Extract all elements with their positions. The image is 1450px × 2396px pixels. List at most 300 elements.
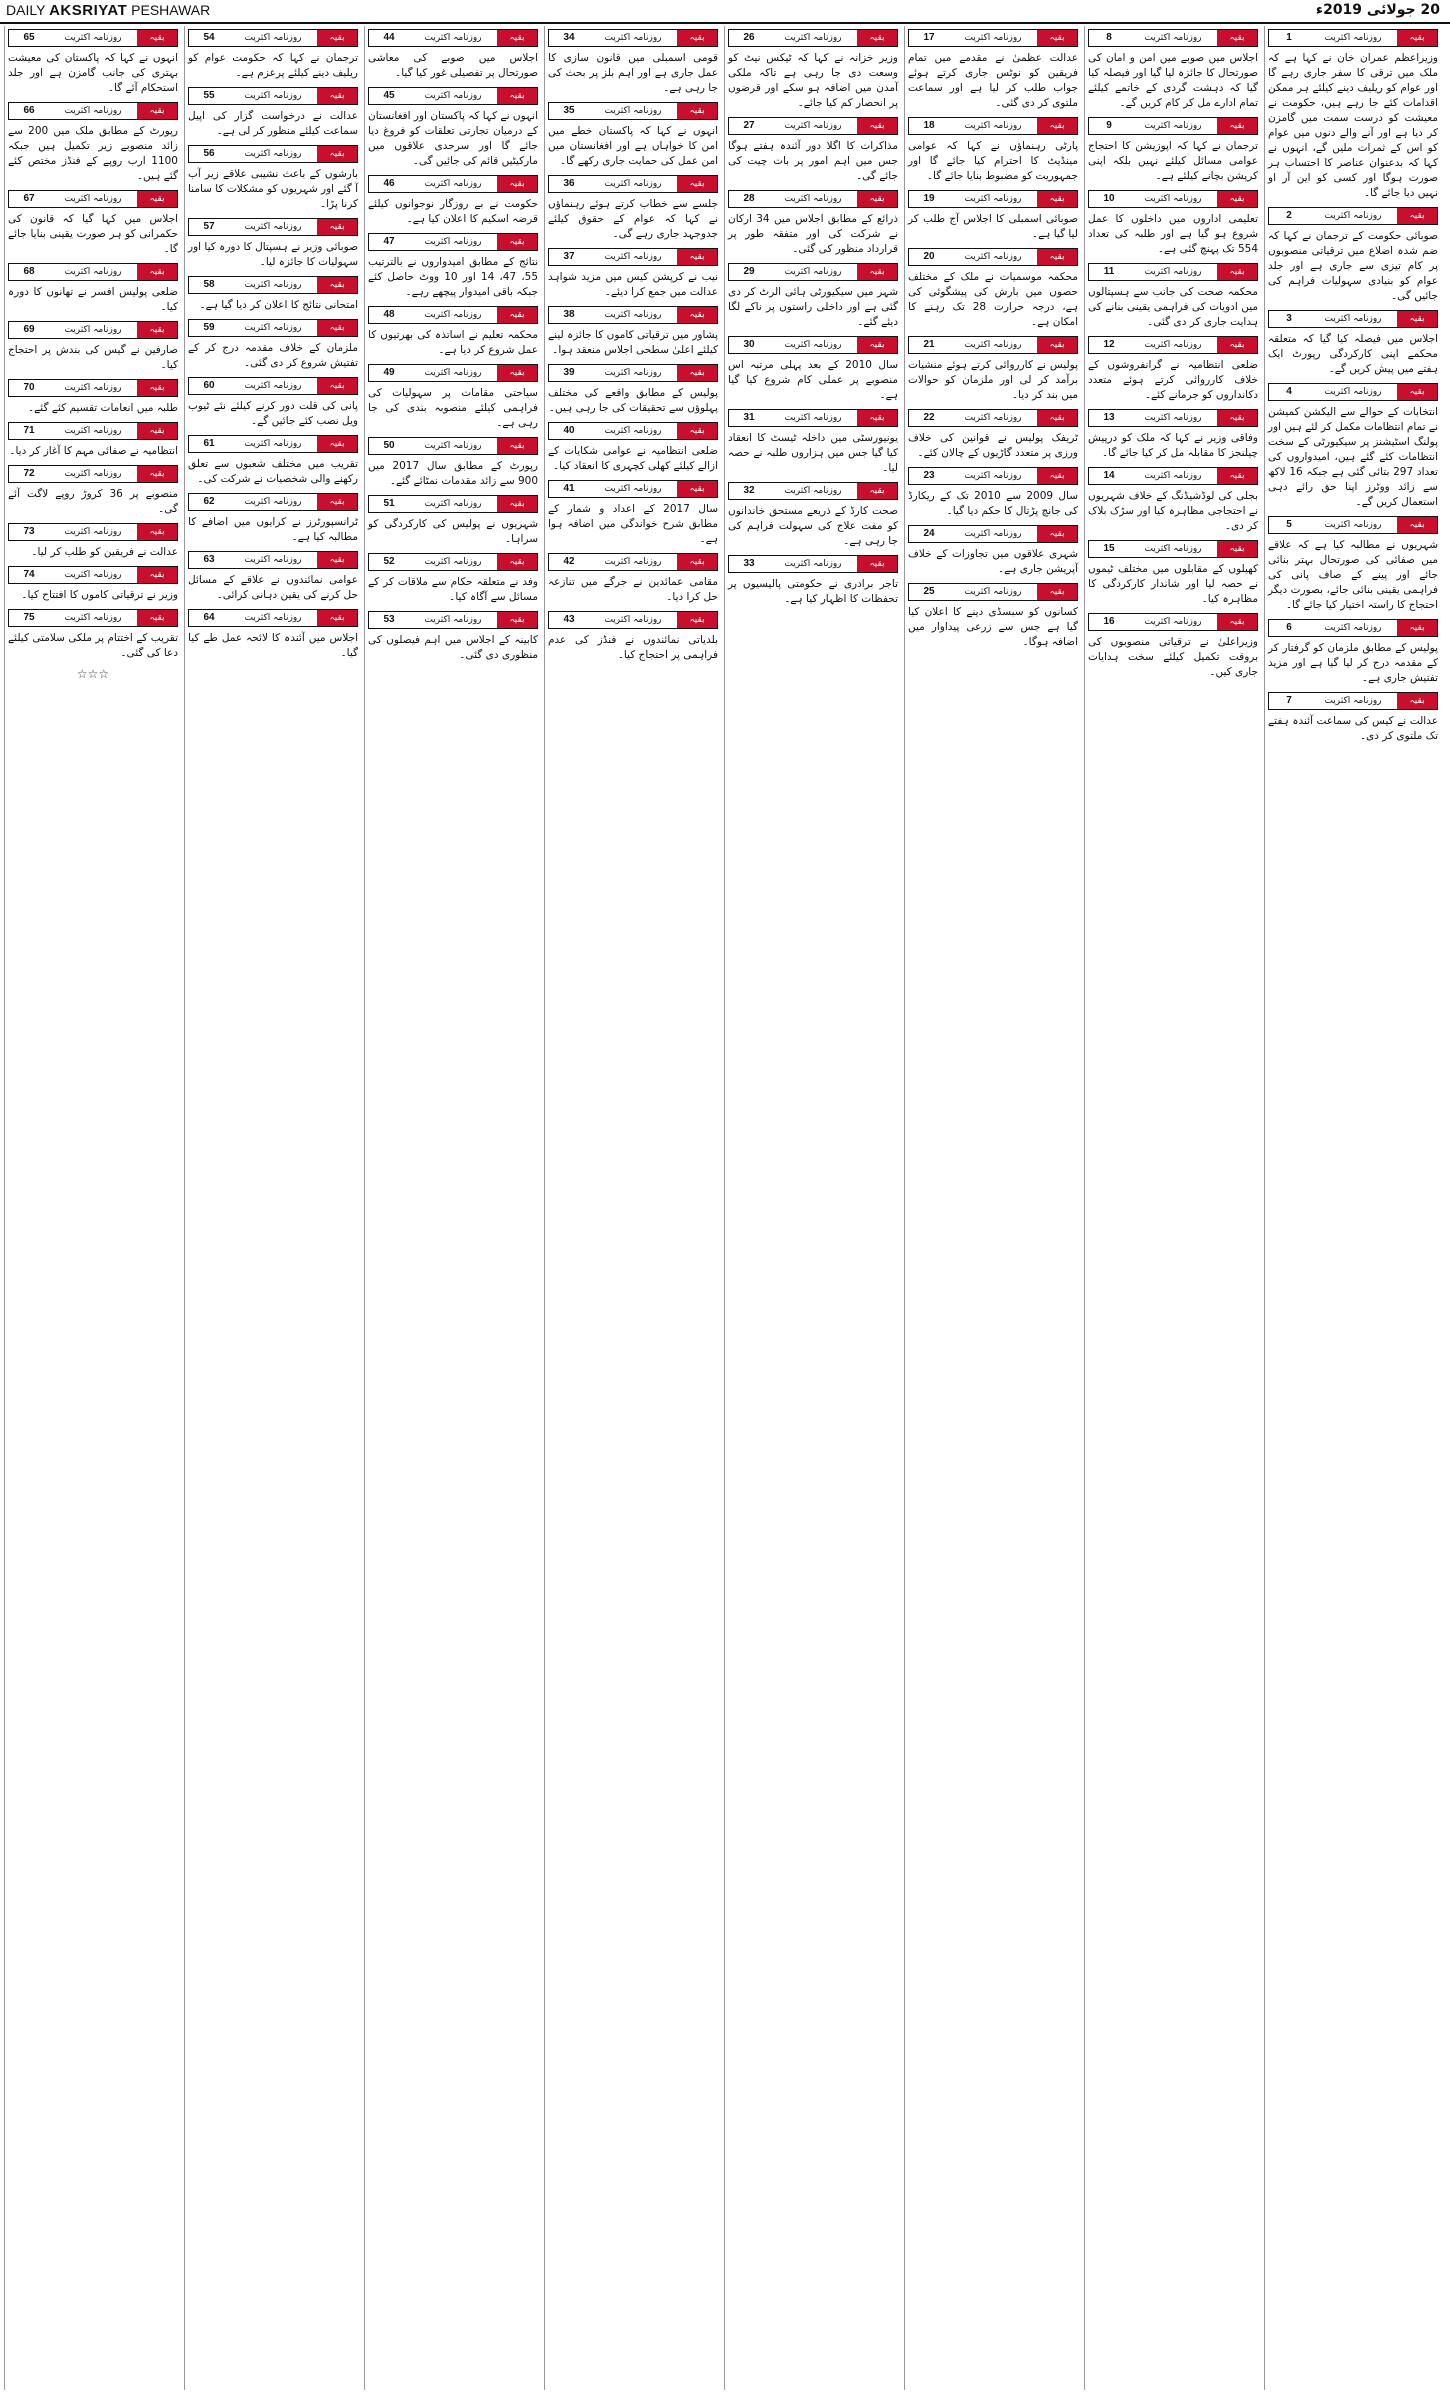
- continuation-badge: بقیہ: [677, 612, 717, 628]
- continuation-badge: بقیہ: [857, 556, 897, 572]
- item-number: 14: [1089, 468, 1129, 484]
- item-number: 72: [9, 466, 49, 482]
- continuation-badge: بقیہ: [497, 88, 537, 104]
- article-text: بلدیاتی نمائندوں نے فنڈز کی عدم فراہمی پر احتجاج کیا۔: [548, 634, 718, 661]
- item-number: 32: [729, 483, 769, 499]
- continuation-tag: [548, 29, 718, 47]
- news-item: [728, 409, 898, 476]
- news-item: [188, 87, 358, 139]
- continuation-tag: [368, 306, 538, 324]
- article-text: کابینہ کے اجلاس میں اہم فیصلوں کی منظوری دی گئی۔: [368, 634, 538, 661]
- article-text: صحت کارڈ کے ذریعے مستحق خاندانوں کو مفت علاج کی سہولت فراہم کی جا رہی ہے۔: [728, 505, 898, 547]
- article-text: وزیر خزانہ نے کہا کہ ٹیکس نیٹ کو وسعت دی جا رہی ہے تاکہ ملکی آمدن میں اضافہ ہو سکے اور قرضوں پر انحصار کم کیا جائے۔: [728, 52, 898, 109]
- continuation-tag: [1268, 310, 1438, 328]
- news-item: [368, 175, 538, 227]
- continuation-badge: بقیہ: [677, 249, 717, 265]
- article-text: یونیورسٹی میں داخلہ ٹیسٹ کا انعقاد کیا گیا جس میں ہزاروں طلبہ نے حصہ لیا۔: [728, 432, 898, 474]
- article-text: اجلاس میں کہا گیا کہ قانون کی حکمرانی کو ہر صورت یقینی بنایا جائے گا۔: [8, 213, 178, 255]
- item-number: 53: [369, 612, 409, 628]
- continuation-tag: [728, 117, 898, 135]
- continuation-tag: [1088, 467, 1258, 485]
- news-item: [1088, 540, 1258, 607]
- item-number: 36: [549, 176, 589, 192]
- news-item: [1088, 263, 1258, 330]
- item-number: 21: [909, 337, 949, 353]
- news-item: [368, 233, 538, 300]
- brand-name: روزنامہ اکثریت: [1309, 384, 1397, 400]
- article-text: پولیس کے مطابق ملزمان کو گرفتار کر کے مقدمہ درج کر لیا گیا ہے اور مزید تفتیش جاری ہے۔: [1268, 642, 1438, 684]
- item-number: 64: [189, 610, 229, 626]
- news-item: [8, 523, 178, 560]
- brand-name: روزنامہ اکثریت: [409, 176, 497, 192]
- continuation-tag: [1088, 336, 1258, 354]
- news-item: [908, 583, 1078, 650]
- article-text: ترجمان نے کہا کہ حکومت عوام کو ریلیف دینے کیلئے پرعزم ہے۔: [188, 52, 358, 79]
- brand-name: روزنامہ اکثریت: [949, 468, 1037, 484]
- news-column: [364, 26, 541, 2390]
- continuation-badge: بقیہ: [1217, 541, 1257, 557]
- article-text: مقامی عمائدین نے جرگے میں تنازعہ حل کرا دیا۔: [548, 576, 718, 603]
- article-text: سال 2010 کے بعد پہلی مرتبہ اس منصوبے پر عملی کام شروع کیا گیا ہے۔: [728, 359, 898, 401]
- news-item: [1088, 613, 1258, 680]
- article-text: صوبائی وزیر نے ہسپتال کا دورہ کیا اور سہولیات کا جائزہ لیا۔: [188, 241, 358, 268]
- continuation-tag: [908, 336, 1078, 354]
- article-text: شہر میں سیکیورٹی ہائی الرٹ کر دی گئی ہے اور داخلی راستوں پر ناکے لگا دیئے گئے۔: [728, 286, 898, 328]
- item-number: 25: [909, 584, 949, 600]
- continuation-badge: بقیہ: [1217, 410, 1257, 426]
- continuation-tag: [908, 525, 1078, 543]
- news-item: [188, 435, 358, 487]
- continuation-badge: بقیہ: [1397, 208, 1437, 224]
- article-text: وفد نے متعلقہ حکام سے ملاقات کر کے مسائل سے آگاہ کیا۔: [368, 576, 538, 603]
- continuation-badge: بقیہ: [1217, 337, 1257, 353]
- brand-name: روزنامہ اکثریت: [229, 378, 317, 394]
- brand-name: روزنامہ اکثریت: [949, 249, 1037, 265]
- news-item: [1268, 516, 1438, 613]
- article-text: اجلاس میں آئندہ کا لائحہ عمل طے کیا گیا۔: [188, 632, 358, 659]
- item-number: 48: [369, 307, 409, 323]
- continuation-badge: بقیہ: [497, 438, 537, 454]
- item-number: 18: [909, 118, 949, 134]
- article-text: حکومت نے بے روزگار نوجوانوں کیلئے قرضہ اسکیم کا اعلان کیا ہے۔: [368, 198, 538, 225]
- brand-name: روزنامہ اکثریت: [589, 481, 677, 497]
- article-text: وزیراعلیٰ نے ترقیاتی منصوبوں کی بروقت تکمیل کیلئے سخت ہدایات جاری کیں۔: [1088, 636, 1258, 678]
- continuation-badge: بقیہ: [317, 494, 357, 510]
- continuation-tag: [188, 218, 358, 236]
- news-column: [1264, 26, 1441, 2390]
- item-number: 66: [9, 103, 49, 119]
- item-number: 65: [9, 30, 49, 46]
- article-text: وزیراعظم عمران خان نے کہا ہے کہ ملک میں ترقی کا سفر جاری رہے گا اور عوام کو ریلیف دینے کیلئے ہر ممکن اقدامات کئے جا رہے ہیں، حکومت نے معیشت کو درست سمت میں گامزن کر دیا ہے اور آنے والے دنوں میں عوام کو اس کے ثمرات ملیں گے، انہوں نے کہا کہ بدعنوان عناصر کا احتساب ہر صورت ہوگا اور کسی کو این آر او نہیں دیا جائے گا۔: [1268, 52, 1438, 199]
- continuation-badge: بقیہ: [497, 234, 537, 250]
- continuation-tag: [8, 29, 178, 47]
- item-number: 7: [1269, 693, 1309, 709]
- item-number: 23: [909, 468, 949, 484]
- continuation-tag: [728, 190, 898, 208]
- item-number: 62: [189, 494, 229, 510]
- continuation-tag: [548, 175, 718, 193]
- brand-name: روزنامہ اکثریت: [589, 176, 677, 192]
- news-item: [188, 276, 358, 313]
- continuation-badge: بقیہ: [1217, 264, 1257, 280]
- item-number: 38: [549, 307, 589, 323]
- news-item: [368, 29, 538, 81]
- continuation-badge: بقیہ: [137, 524, 177, 540]
- brand-name: روزنامہ اکثریت: [229, 610, 317, 626]
- article-text: پارٹی رہنماؤں نے کہا کہ عوامی مینڈیٹ کا احترام کیا جائے گا اور جمہوریت کو مضبوط بنایا جائے گا۔: [908, 140, 1078, 182]
- article-text: شہریوں نے مطالبہ کیا ہے کہ علاقے میں صفائی کی صورتحال بہتر بنائی جائے اور پینے کے صاف پانی کی فراہمی یقینی بنائی جائے، بصورت دیگر احتجاج کا راستہ اختیار کیا جائے گا۔: [1268, 539, 1438, 611]
- brand-name: روزنامہ اکثریت: [49, 380, 137, 396]
- continuation-tag: [8, 465, 178, 483]
- article-text: وزیر نے ترقیاتی کاموں کا افتتاح کیا۔: [21, 589, 178, 601]
- continuation-badge: بقیہ: [497, 30, 537, 46]
- news-column: [904, 26, 1081, 2390]
- item-number: 22: [909, 410, 949, 426]
- item-number: 51: [369, 496, 409, 512]
- item-number: 28: [729, 191, 769, 207]
- brand-name: روزنامہ اکثریت: [229, 219, 317, 235]
- item-number: 57: [189, 219, 229, 235]
- continuation-tag: [368, 611, 538, 629]
- brand-name: روزنامہ اکثریت: [1309, 30, 1397, 46]
- item-number: 1: [1269, 30, 1309, 46]
- article-text: بارشوں کے باعث نشیبی علاقے زیر آب آ گئے اور شہریوں کو مشکلات کا سامنا کرنا پڑا۔: [187, 168, 358, 210]
- news-item: [548, 29, 718, 96]
- item-number: 49: [369, 365, 409, 381]
- brand-name: روزنامہ اکثریت: [49, 423, 137, 439]
- continuation-tag: [368, 175, 538, 193]
- continuation-badge: بقیہ: [137, 322, 177, 338]
- continuation-tag: [728, 555, 898, 573]
- article-text: منصوبے پر 36 کروڑ روپے لاگت آئے گی۔: [8, 488, 178, 515]
- continuation-tag: [368, 364, 538, 382]
- news-item: [728, 555, 898, 607]
- item-number: 11: [1089, 264, 1129, 280]
- news-item: [1088, 29, 1258, 111]
- item-number: 59: [189, 320, 229, 336]
- continuation-tag: [1268, 692, 1438, 710]
- news-item: [728, 117, 898, 184]
- brand-name: روزنامہ اکثریت: [49, 322, 137, 338]
- continuation-badge: بقیہ: [317, 146, 357, 162]
- item-number: 17: [909, 30, 949, 46]
- article-text: عوامی نمائندوں نے علاقے کے مسائل حل کرنے کی یقین دہانی کرائی۔: [188, 574, 358, 601]
- news-item: [728, 482, 898, 549]
- continuation-tag: [1088, 409, 1258, 427]
- article-text: پولیس نے کارروائی کرتے ہوئے منشیات برآمد کر لی اور ملزمان کو حوالات میں بند کر دیا۔: [908, 359, 1078, 401]
- item-number: 63: [189, 552, 229, 568]
- brand-name: روزنامہ اکثریت: [769, 410, 857, 426]
- brand-name: روزنامہ اکثریت: [1309, 311, 1397, 327]
- news-column: [4, 26, 181, 2390]
- brand-name: روزنامہ اکثریت: [769, 337, 857, 353]
- item-number: 75: [9, 610, 49, 626]
- continuation-badge: بقیہ: [677, 423, 717, 439]
- article-text: تعلیمی اداروں میں داخلوں کا عمل شروع ہو گیا ہے اور طلبہ کی تعداد 554 تک پہنچ گئی ہے۔: [1088, 213, 1258, 255]
- continuation-badge: بقیہ: [137, 264, 177, 280]
- continuation-tag: [1088, 29, 1258, 47]
- news-item: [548, 364, 718, 416]
- continuation-badge: بقیہ: [137, 103, 177, 119]
- continuation-badge: بقیہ: [1037, 191, 1077, 207]
- news-item: [188, 218, 358, 270]
- article-text: محکمہ صحت کی جانب سے ہسپتالوں میں ادویات کی فراہمی یقینی بنانے کی ہدایت جاری کر دی گئی۔: [1088, 286, 1258, 328]
- news-item: [908, 190, 1078, 242]
- continuation-badge: بقیہ: [1217, 191, 1257, 207]
- article-text: ضلعی پولیس افسر نے تھانوں کا دورہ کیا۔: [8, 286, 178, 313]
- article-text: اجلاس میں صوبے میں امن و امان کی صورتحال کا جائزہ لیا گیا اور فیصلہ کیا گیا کہ دہشت گردی کے خاتمے کیلئے تمام ادارے مل کر کام کریں گے۔: [1088, 52, 1258, 109]
- brand-name: روزنامہ اکثریت: [1309, 517, 1397, 533]
- continuation-badge: بقیہ: [317, 219, 357, 235]
- continuation-badge: بقیہ: [137, 423, 177, 439]
- item-number: 55: [189, 88, 229, 104]
- brand-name: روزنامہ اکثریت: [1129, 191, 1217, 207]
- continuation-tag: [188, 145, 358, 163]
- article-text: ٹریفک پولیس نے قوانین کی خلاف ورزی پر متعدد گاڑیوں کے چالان کئے۔: [908, 432, 1078, 459]
- news-item: [368, 437, 538, 489]
- continuation-tag: [728, 482, 898, 500]
- article-text: عدالت نے فریقین کو طلب کر لیا۔: [31, 546, 178, 558]
- article-text: صارفین نے گیس کی بندش پر احتجاج کیا۔: [8, 344, 178, 371]
- news-item: [8, 190, 178, 257]
- continuation-badge: بقیہ: [497, 176, 537, 192]
- item-number: 40: [549, 423, 589, 439]
- continuation-tag: [368, 553, 538, 571]
- news-item: [1088, 190, 1258, 257]
- continuation-tag: [8, 566, 178, 584]
- article-text: انہوں نے کہا کہ پاکستان خطے میں امن کا خواہاں ہے اور افغانستان میں امن عمل کی حمایت جاری رکھے گا۔: [548, 125, 718, 167]
- article-text: سال 2009 سے 2010 تک کے ریکارڈ کی جانچ پڑتال کا حکم دیا گیا۔: [908, 490, 1078, 517]
- item-number: 74: [9, 567, 49, 583]
- news-item: [548, 248, 718, 300]
- continuation-badge: بقیہ: [1397, 620, 1437, 636]
- brand-name: روزنامہ اکثریت: [1129, 30, 1217, 46]
- continuation-badge: بقیہ: [677, 103, 717, 119]
- continuation-tag: [1088, 190, 1258, 208]
- continuation-badge: بقیہ: [1397, 517, 1437, 533]
- continuation-tag: [1268, 29, 1438, 47]
- brand-name: روزنامہ اکثریت: [409, 88, 497, 104]
- brand-name: روزنامہ اکثریت: [49, 466, 137, 482]
- item-number: 8: [1089, 30, 1129, 46]
- item-number: 2: [1269, 208, 1309, 224]
- continuation-tag: [548, 248, 718, 266]
- continuation-tag: [1088, 540, 1258, 558]
- continuation-badge: بقیہ: [1037, 584, 1077, 600]
- article-text: ضلعی انتظامیہ نے گرانفروشوں کے خلاف کارروائی کرتے ہوئے متعدد دکانداروں کو جرمانے کئے۔: [1088, 359, 1258, 401]
- brand-name: روزنامہ اکثریت: [229, 146, 317, 162]
- news-item: [188, 377, 358, 429]
- news-item: [368, 495, 538, 547]
- continuation-badge: بقیہ: [1037, 337, 1077, 353]
- item-number: 56: [189, 146, 229, 162]
- article-text: جلسے سے خطاب کرتے ہوئے رہنماؤں نے کہا کہ عوام کے حقوق کیلئے جدوجہد جاری رہے گی۔: [548, 198, 718, 240]
- article-text: تقریب کے اختتام پر ملکی سلامتی کیلئے دعا کی گئی۔: [8, 632, 178, 659]
- continuation-badge: بقیہ: [497, 612, 537, 628]
- brand-name: روزنامہ اکثریت: [49, 524, 137, 540]
- continuation-tag: [1268, 383, 1438, 401]
- item-number: 5: [1269, 517, 1309, 533]
- brand-name: روزنامہ اکثریت: [1129, 337, 1217, 353]
- continuation-tag: [188, 435, 358, 453]
- news-item: [8, 422, 178, 459]
- item-number: 68: [9, 264, 49, 280]
- article-text: ضلعی انتظامیہ نے عوامی شکایات کے ازالے کیلئے کھلی کچہری کا انعقاد کیا۔: [548, 445, 718, 472]
- paper-title: [6, 2, 210, 19]
- brand-name: روزنامہ اکثریت: [1129, 410, 1217, 426]
- article-text: ملزمان کے خلاف مقدمہ درج کر کے تفتیش شروع کر دی گئی۔: [188, 342, 358, 369]
- brand-name: روزنامہ اکثریت: [49, 264, 137, 280]
- continuation-badge: بقیہ: [1397, 30, 1437, 46]
- continuation-tag: [368, 233, 538, 251]
- item-number: 15: [1089, 541, 1129, 557]
- continuation-tag: [8, 102, 178, 120]
- brand-name: روزنامہ اکثریت: [589, 365, 677, 381]
- item-number: 29: [729, 264, 769, 280]
- continuation-badge: بقیہ: [317, 436, 357, 452]
- continuation-badge: بقیہ: [317, 88, 357, 104]
- continuation-badge: بقیہ: [317, 320, 357, 336]
- brand-name: روزنامہ اکثریت: [409, 30, 497, 46]
- brand-name: روزنامہ اکثریت: [769, 30, 857, 46]
- continuation-tag: [1268, 207, 1438, 225]
- brand-name: روزنامہ اکثریت: [409, 234, 497, 250]
- news-item: [1088, 336, 1258, 403]
- continuation-badge: بقیہ: [1217, 468, 1257, 484]
- continuation-tag: [1088, 263, 1258, 281]
- continuation-tag: [548, 102, 718, 120]
- article-text: کھیلوں کے مقابلوں میں مختلف ٹیموں نے حصہ لیا اور شاندار کارکردگی کا مظاہرہ کیا۔: [1088, 563, 1258, 605]
- article-text: انہوں نے کہا کہ پاکستان کی معیشت بہتری کی جانب گامزن ہے اور جلد استحکام آئے گا۔: [8, 52, 178, 94]
- continuation-tag: [188, 276, 358, 294]
- article-text: صوبائی حکومت کے ترجمان نے کہا کہ ضم شدہ اضلاع میں ترقیاتی منصوبوں پر کام تیزی سے جاری ہے اور جلد عوام کو بنیادی سہولیات فراہم کی جائیں گی۔: [1268, 230, 1438, 302]
- continuation-badge: بقیہ: [317, 277, 357, 293]
- news-item: [908, 117, 1078, 184]
- brand-name: روزنامہ اکثریت: [1129, 614, 1217, 630]
- continuation-tag: [188, 493, 358, 511]
- brand-name: روزنامہ اکثریت: [589, 30, 677, 46]
- continuation-tag: [908, 409, 1078, 427]
- continuation-badge: بقیہ: [1397, 311, 1437, 327]
- continuation-badge: بقیہ: [1217, 30, 1257, 46]
- continuation-badge: بقیہ: [137, 380, 177, 396]
- item-number: 13: [1089, 410, 1129, 426]
- item-number: 50: [369, 438, 409, 454]
- item-number: 61: [189, 436, 229, 452]
- article-text: پشاور میں ترقیاتی کاموں کا جائزہ لینے کیلئے اعلیٰ سطحی اجلاس منعقد ہوا۔: [548, 329, 718, 356]
- brand-name: روزنامہ اکثریت: [409, 438, 497, 454]
- item-number: 43: [549, 612, 589, 628]
- continuation-badge: بقیہ: [1397, 384, 1437, 400]
- continuation-badge: بقیہ: [1217, 614, 1257, 630]
- continuation-tag: [908, 29, 1078, 47]
- brand-name: روزنامہ اکثریت: [229, 436, 317, 452]
- news-item: [188, 609, 358, 661]
- brand-name: روزنامہ اکثریت: [1309, 208, 1397, 224]
- continuation-tag: [188, 87, 358, 105]
- news-item: [8, 321, 178, 373]
- news-item: [1268, 29, 1438, 201]
- news-item: [908, 467, 1078, 519]
- item-number: 71: [9, 423, 49, 439]
- news-item: [728, 190, 898, 257]
- continuation-badge: بقیہ: [317, 378, 357, 394]
- continuation-badge: بقیہ: [677, 365, 717, 381]
- brand-name: روزنامہ اکثریت: [1129, 118, 1217, 134]
- continuation-tag: [188, 319, 358, 337]
- brand-name: روزنامہ اکثریت: [229, 30, 317, 46]
- news-item: [1088, 467, 1258, 534]
- end-stars: ☆☆☆: [76, 667, 110, 681]
- item-number: 69: [9, 322, 49, 338]
- continuation-badge: بقیہ: [137, 466, 177, 482]
- continuation-badge: بقیہ: [1037, 249, 1077, 265]
- news-columns: [4, 26, 1446, 2390]
- continuation-tag: [1268, 619, 1438, 637]
- news-item: [8, 263, 178, 315]
- continuation-badge: بقیہ: [857, 30, 897, 46]
- item-number: 41: [549, 481, 589, 497]
- city-label: PESHAWAR: [131, 2, 211, 18]
- news-item: [1268, 619, 1438, 686]
- news-item: [188, 319, 358, 371]
- brand-name: روزنامہ اکثریت: [409, 365, 497, 381]
- brand-name: روزنامہ اکثریت: [1309, 693, 1397, 709]
- article-text: عدالت نے کیس کی سماعت آئندہ ہفتے تک ملتوی کر دی۔: [1268, 715, 1438, 742]
- item-number: 70: [9, 380, 49, 396]
- brand-name: روزنامہ اکثریت: [949, 410, 1037, 426]
- article-text: قومی اسمبلی میں قانون سازی کا عمل جاری ہے اور اہم بلز پر بحث کی جا رہی ہے۔: [548, 52, 718, 94]
- news-column: [1084, 26, 1261, 2390]
- continuation-badge: بقیہ: [137, 191, 177, 207]
- brand-name: روزنامہ اکثریت: [1129, 468, 1217, 484]
- issue-date: 20 جولائی 2019ء: [1315, 2, 1440, 18]
- item-number: 9: [1089, 118, 1129, 134]
- news-item: [188, 493, 358, 545]
- item-number: 33: [729, 556, 769, 572]
- continuation-tag: [908, 190, 1078, 208]
- news-item: [908, 248, 1078, 330]
- article-text: پولیس کے مطابق واقعے کی مختلف پہلوؤں سے تحقیقات کی جا رہی ہیں۔: [548, 387, 718, 414]
- brand-name: روزنامہ اکثریت: [229, 88, 317, 104]
- continuation-badge: بقیہ: [1037, 468, 1077, 484]
- continuation-badge: بقیہ: [857, 191, 897, 207]
- continuation-tag: [188, 609, 358, 627]
- article-text: ترجمان نے کہا کہ اپوزیشن کا احتجاج عوامی مسائل کیلئے نہیں بلکہ اپنی کرپشن بچانے کیلئے ہے۔: [1088, 140, 1258, 182]
- article-text: محکمہ تعلیم نے اساتذہ کی بھرتیوں کا عمل شروع کر دیا ہے۔: [368, 329, 538, 356]
- continuation-badge: بقیہ: [677, 481, 717, 497]
- article-text: شہری علاقوں میں تجاوزات کے خلاف آپریشن جاری ہے۔: [908, 548, 1078, 575]
- item-number: 54: [189, 30, 229, 46]
- article-text: رپورٹ کے مطابق سال 2017 میں 900 سے زائد مقدمات نمٹائے گئے۔: [368, 460, 539, 487]
- item-number: 19: [909, 191, 949, 207]
- article-text: نتائج کے مطابق امیدواروں نے بالترتیب 55، 47، 14 اور 10 ووٹ حاصل کئے جبکہ باقی امیدوار پیچھے رہے۔: [368, 256, 539, 298]
- continuation-badge: بقیہ: [1397, 693, 1437, 709]
- article-text: نیب نے کرپشن کیس میں مزید شواہد عدالت میں جمع کرا دیئے۔: [548, 271, 718, 298]
- news-item: [908, 525, 1078, 577]
- continuation-tag: [728, 409, 898, 427]
- article-text: شہریوں نے پولیس کی کارکردگی کو سراہا۔: [368, 518, 538, 545]
- item-number: 3: [1269, 311, 1309, 327]
- continuation-badge: بقیہ: [137, 30, 177, 46]
- continuation-badge: بقیہ: [857, 264, 897, 280]
- news-item: [548, 102, 718, 169]
- continuation-tag: [368, 437, 538, 455]
- continuation-badge: بقیہ: [1037, 118, 1077, 134]
- brand-name: روزنامہ اکثریت: [409, 612, 497, 628]
- continuation-badge: بقیہ: [137, 610, 177, 626]
- brand-name: روزنامہ اکثریت: [229, 277, 317, 293]
